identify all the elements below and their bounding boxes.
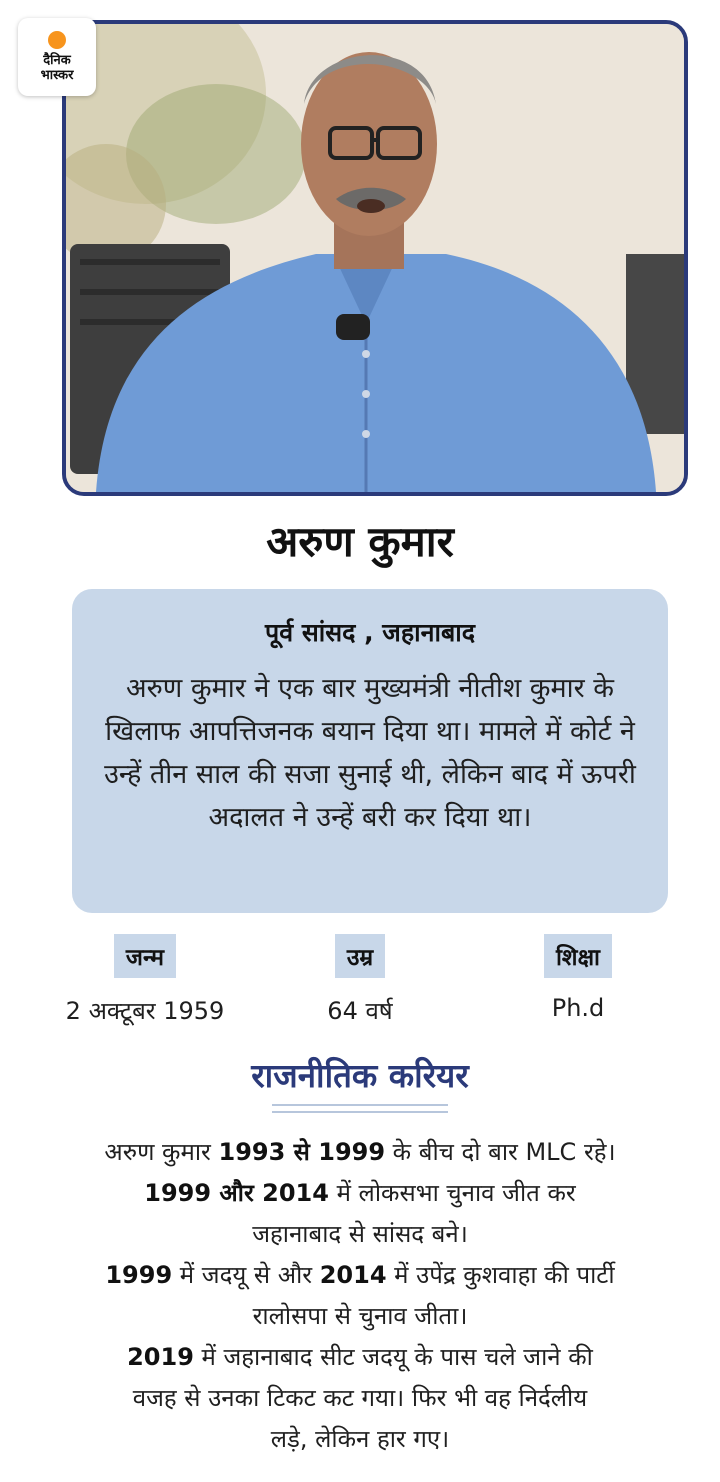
person-name: अरुण कुमार <box>266 517 454 566</box>
career-heading: राजनीतिक करियर <box>251 1056 469 1095</box>
stat-label: जन्म <box>114 934 176 978</box>
career-line: 2019 में जहानाबाद सीट जदयू के पास चले जाने की <box>127 1343 593 1371</box>
logo-line-2: भास्कर <box>40 68 74 83</box>
dainik-bhaskar-logo <box>18 18 96 96</box>
career-line: 1999 में जदयू से और 2014 में उपेंद्र कुशवाहा की पार्टी <box>105 1261 615 1289</box>
career-line: वजह से उनका टिकट कट गया। फिर भी वह निर्दलीय <box>132 1384 588 1412</box>
career-text <box>20 1132 700 1460</box>
stat-value: 2 अक्टूबर 1959 <box>65 997 225 1025</box>
stat-value: Ph.d <box>551 994 605 1022</box>
info-card <box>72 589 668 913</box>
sun-icon <box>48 31 66 49</box>
career-line: रालोसपा से चुनाव जीता। <box>252 1302 468 1330</box>
divider <box>272 1104 448 1106</box>
designation: पूर्व सांसद , जहानाबाद <box>265 618 475 647</box>
profile-photo <box>62 20 688 496</box>
stat-age <box>270 934 450 1027</box>
stat-value: 64 वर्ष <box>327 997 393 1025</box>
stat-birth <box>40 934 250 1027</box>
divider <box>272 1111 448 1113</box>
description: अरुण कुमार ने एक बार मुख्यमंत्री नीतीश कुमार के खिलाफ आपत्तिजनक बयान दिया था। मामले में कोर्ट ने उन्हें तीन साल की सजा सुनाई थी, लेकिन बाद में ऊपरी अदालत ने उन्हें बरी कर दिया था। <box>104 673 636 833</box>
stat-education <box>488 934 668 1022</box>
stats-row <box>0 934 720 1034</box>
career-line: जहानाबाद से सांसद बने। <box>252 1220 468 1248</box>
stat-label: उम्र <box>335 934 385 978</box>
career-line: 1999 और 2014 में लोकसभा चुनाव जीत कर <box>144 1179 576 1207</box>
logo-line-1: दैनिक <box>43 53 71 68</box>
stat-label: शिक्षा <box>544 934 612 978</box>
career-line: अरुण कुमार 1993 से 1999 के बीच दो बार MLC रहे। <box>104 1138 616 1166</box>
career-line: लड़े, लेकिन हार गए। <box>270 1425 450 1453</box>
